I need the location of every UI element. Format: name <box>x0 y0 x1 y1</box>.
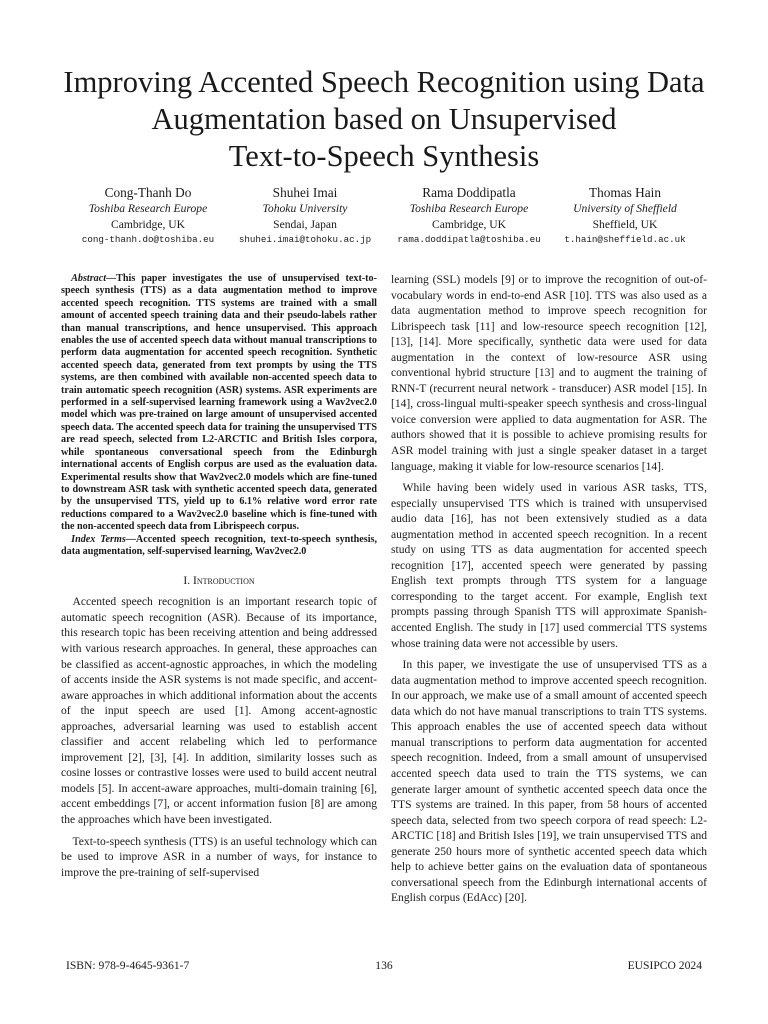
abstract-paragraph <box>61 273 377 534</box>
paragraph: While having been widely used in various ASR tasks, TTS, especially unsupervised TTS which is trained with unsupervised audio data [16], has not been extensively studied as a data augmentation method in accented speech recognition. In a recent study on using TTS as data augmentation for accented speech recognition [17], accented speech were generated by passing English text prompts through TTS system for a language corresponding to the target accent. For example, English text prompts passing through Spanish TTS will approximate Spanish-accented English. The study in [17] used commercial TTS systems whose training data were not accessible by users. <box>391 482 707 650</box>
index-terms-text: —Accented speech recognition, text-to-speech synthesis, data augmentation, self-supervised learning, Wav2vec2.0 <box>61 533 377 557</box>
author-name: Thomas Hain <box>588 185 661 200</box>
author-1 <box>58 184 238 248</box>
paper-title <box>40 64 728 175</box>
author-email: cong-thanh.do@toshiba.eu <box>81 234 215 245</box>
left-column <box>61 273 377 881</box>
author-affiliation: Tohoku University <box>262 202 348 215</box>
author-email: rama.doddipatla@toshiba.eu <box>397 234 541 245</box>
title-line-1: Improving Accented Speech Recognition using Data <box>63 65 705 99</box>
author-location: Sheffield, UK <box>592 217 658 231</box>
section-heading-introduction <box>61 574 377 588</box>
introduction-left <box>61 595 377 881</box>
index-terms <box>61 534 377 559</box>
author-location: Cambridge, UK <box>110 217 186 231</box>
author-affiliation: Toshiba Research Europe <box>409 202 529 215</box>
title-line-2: Augmentation based on Unsupervised <box>151 102 617 136</box>
author-affiliation: Toshiba Research Europe <box>88 202 208 215</box>
author-email: t.hain@sheffield.ac.uk <box>564 234 686 245</box>
author-name: Cong-Thanh Do <box>104 185 192 200</box>
paragraph: Text-to-speech synthesis (TTS) is an useful technology which can be used to improve ASR in a number of ways, for instance to improve the pre-training of self-supervised <box>61 835 378 879</box>
index-terms-label: Index Terms <box>71 533 126 545</box>
author-location: Cambridge, UK <box>431 217 507 231</box>
author-4 <box>535 184 715 248</box>
introduction-right <box>391 273 707 907</box>
right-column <box>391 273 707 907</box>
section-title: Introduction <box>193 574 255 588</box>
section-number: I. <box>183 574 191 588</box>
paragraph: In this paper, we investigate the use of unsupervised TTS as a data augmentation method to improve accented speech recognition. In our approach, we make use of a small amount of accented speech data which do not have manual transcriptions to train TTS systems. This approach enables the use of accented speech data without manual transcriptions to perform data augmentation for accented speech recognition. Indeed, from a small amount of unsupervised accented speech data used to train the TTS systems, we can generate larger amount of synthetic accented speech data once the TTS systems are trained. In this paper, from 58 hours of accented speech data, selected from two speech corpora of read speech: L2-ARCTIC [18] and British Isles [19], we train unsupervised TTS and generate 250 hours more of synthetic accented speech data which help to achieve better gains on the evaluation data of spontaneous conversational speech from the Edinburgh international accents of English corpus (EdAcc) [20]. <box>391 659 707 905</box>
footer-page-number: 136 <box>375 959 393 972</box>
author-affiliation: University of Sheffield <box>573 202 677 215</box>
author-2 <box>215 184 395 248</box>
abstract-label: Abstract <box>71 273 107 284</box>
author-name: Shuhei Imai <box>272 185 338 200</box>
footer-venue: EUSIPCO 2024 <box>627 959 702 972</box>
author-location: Sendai, Japan <box>273 217 337 231</box>
footer-isbn: ISBN: 978-9-4645-9361-7 <box>66 959 190 972</box>
abstract <box>61 273 377 558</box>
author-name: Rama Doddipatla <box>422 185 516 200</box>
title-line-3: Text-to-Speech Synthesis <box>228 139 540 173</box>
author-3 <box>379 184 559 248</box>
author-block <box>0 184 768 254</box>
author-email: shuhei.imai@tohoku.ac.jp <box>238 234 372 245</box>
paragraph: Accented speech recognition is an important research topic of automatic speech recognition (ASR). Because of its importance, this research topic has been receiving attention and being addressed with various research approaches. In general, these approaches can be classified as accent-agnostic approaches, in which the modeling of accents inside the ASR systems is not made specific, and accent-aware approaches in which additional information about the accents of the input speech are used [1]. Among accent-agnostic approaches, adversarial learning was used to establish accent classifier and accent relabeling which led to performance improvement [2], [3], [4]. In addition, similarity losses such as cosine losses or contrastive losses were used to build accent neutral models [5]. In accent-aware approaches, multi-domain training [6], accent embeddings [7], or accent information fusion [8] are among the approaches which have been investigated. <box>61 596 377 826</box>
abstract-text: —This paper investigates the use of unsupervised text-to-speech synthesis (TTS) as a data augmentation method to improve accented speech recognition. TTS systems are trained with a small amount of accented speech training data and their pseudo-labels rather than manual transcriptions, and hence unsupervised. This approach enables the use of accented speech data without manual transcriptions to perform data augmentation for accented speech recognition. Synthetic accented speech data, generated from text prompts by using the TTS systems, are then combined with available non-accented speech data to train automatic speech recognition (ASR) systems. ASR experiments are performed in a self-supervised learning framework using a Wav2vec2.0 model which was pre-trained on large amount of unsupervised accented speech data. The accented speech data for training the unsupervised TTS are read speech, selected from L2-ARCTIC and British Isles corpora, while spontaneous conversational speech from the Edinburgh international accents of English corpus are used as the evaluation data. Experimental results show that Wav2vec2.0 models which are fine-tuned to downstream ASR task with synthetic accented speech data, generated by the unsupervised TTS, yield up to 6.1% relative word error rate reductions compared to a Wav2vec2.0 baseline which is fine-tuned with the non-accented speech data from Librispeech corpus. <box>61 273 377 533</box>
paragraph: learning (SSL) models [9] or to improve the recognition of out-of-vocabulary words in end-to-end ASR [10]. TTS was also used as a data augmentation method to improve speech recognition for Librispeech task [11] and low-resource speech recognition [12], [13], [14]. More specifically, synthetic data were used for data augmentation in the context of low-resource ASR using conventional hybrid structure [13] and to augment the training of RNN-T (recurrent neural network - transducer) ASR model [15]. In [14], cross-lingual multi-speaker speech synthesis and cross-lingual voice conversion were applied to data augmentation for ASR. The authors showed that it is possible to achieve promising results for ASR model training with just a single speaker dataset in a target language, making it viable for low-resource scenarios [14]. <box>391 274 707 473</box>
